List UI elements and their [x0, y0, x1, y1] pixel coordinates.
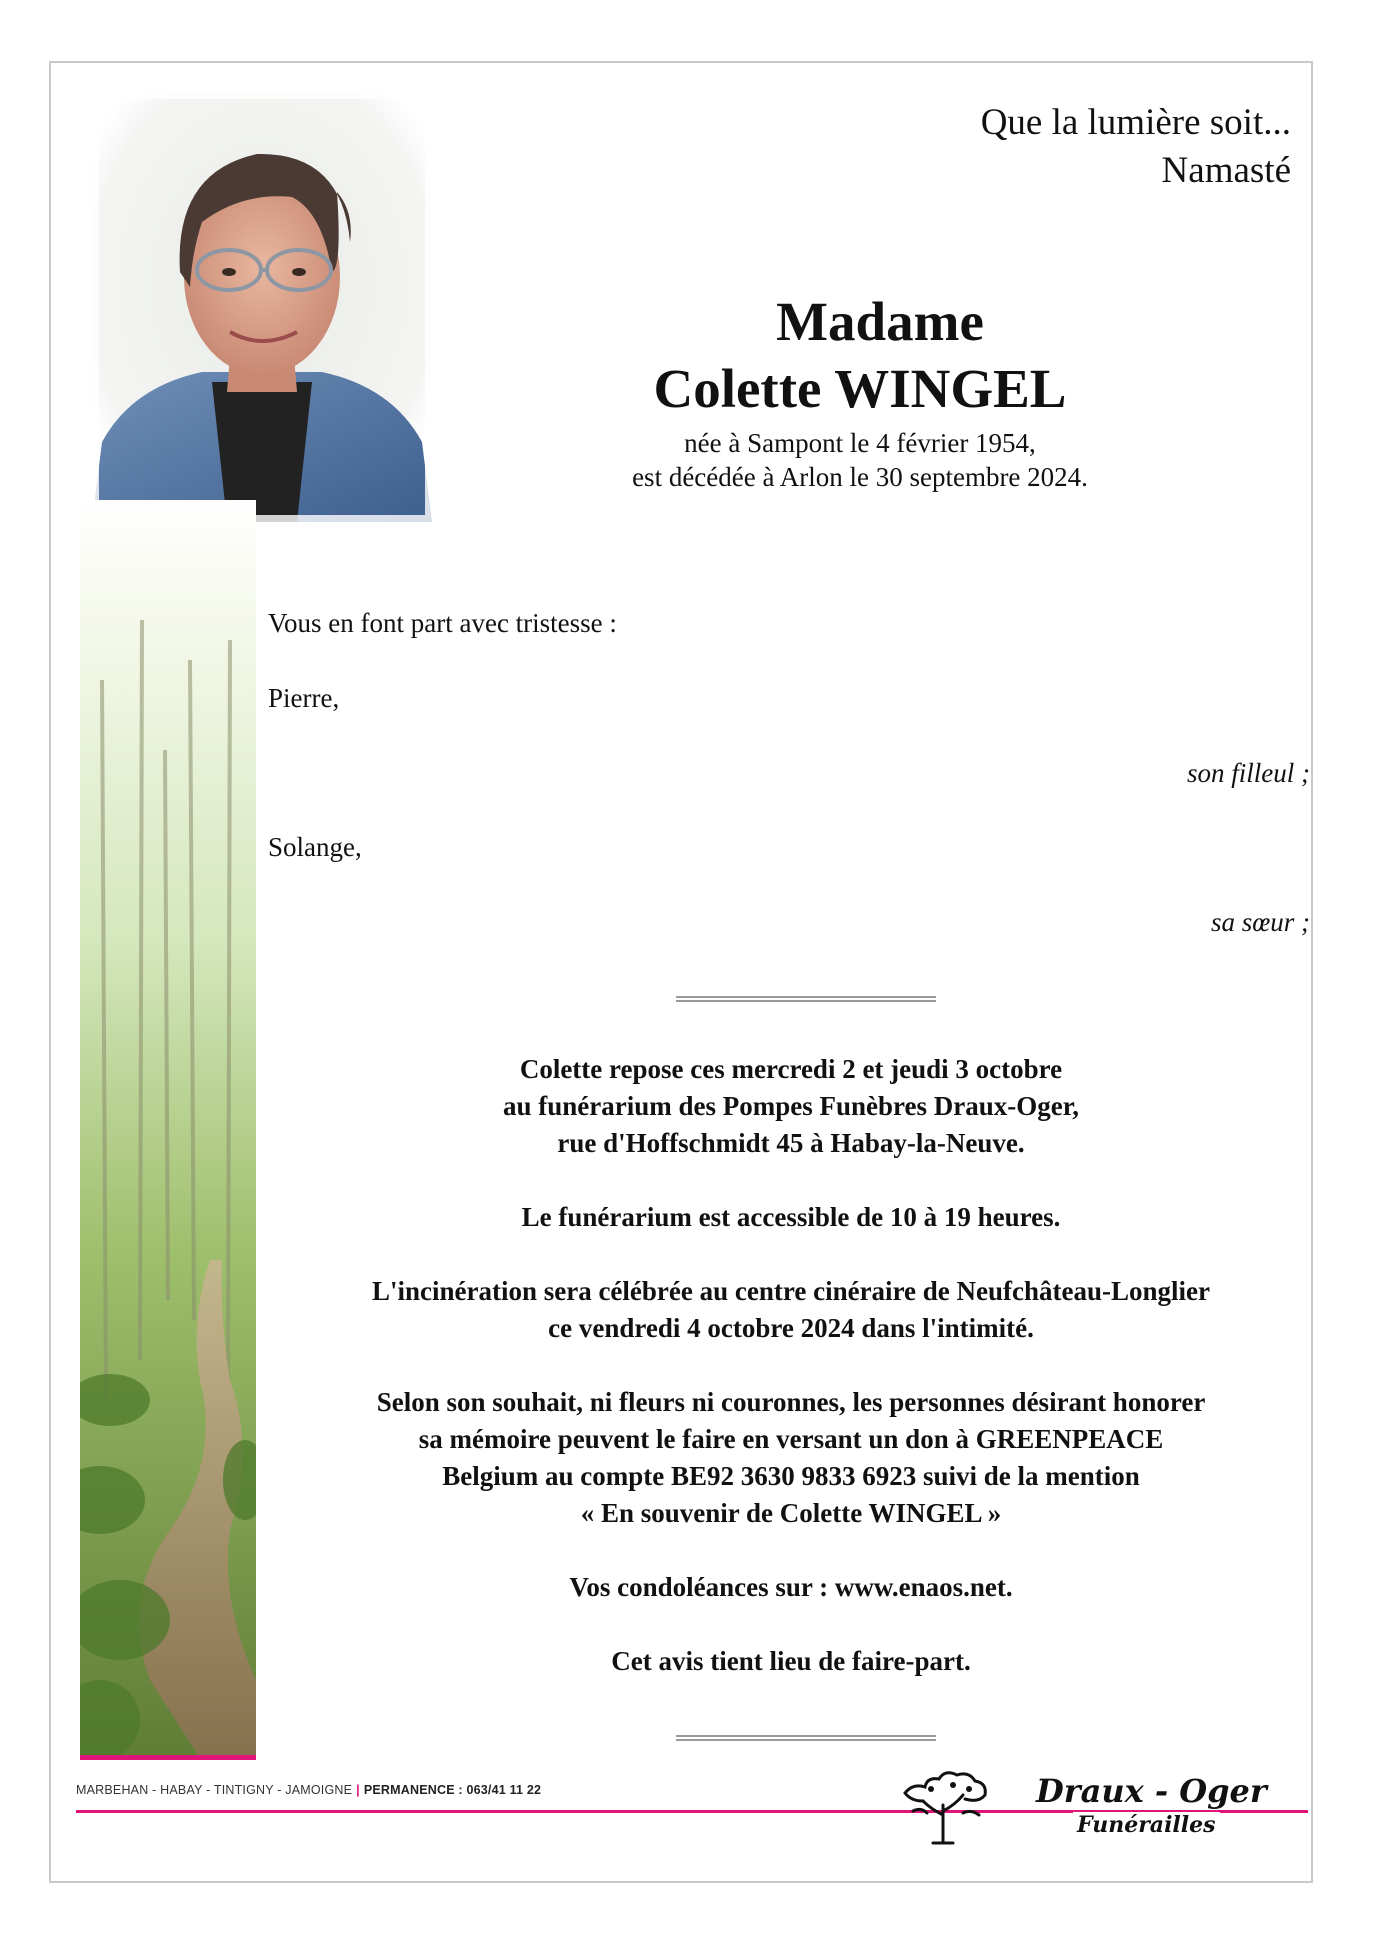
text-line: rue d'Hoffschmidt 45 à Habay-la-Neuve. [557, 1128, 1025, 1158]
epigraph-line-1: Que la lumière soit... [980, 102, 1291, 143]
text-line: Colette repose ces mercredi 2 et jeudi 3 octobre [519, 1054, 1063, 1084]
text-line: ce vendredi 4 octobre 2024 dans l'intimité. [548, 1313, 1034, 1343]
text-line: Cet avis tient lieu de faire-part. [611, 1646, 971, 1676]
portrait-photo [92, 92, 432, 522]
family-member-name: Pierre, [268, 683, 340, 713]
family-member-relation: sa sœur ; [1210, 907, 1310, 937]
tree-icon [893, 1765, 993, 1845]
text-line: Le funérarium est accessible de 10 à 19 heures. [521, 1202, 1061, 1232]
forest-path-image [80, 500, 256, 1758]
text-line: Vos condoléances sur : www.enaos.net. [569, 1572, 1013, 1602]
birth-line: née à Sampont le 4 février 1954, [684, 428, 1036, 458]
life-dates [560, 426, 1160, 494]
death-line: est décédée à Arlon le 30 septembre 2024. [632, 462, 1088, 492]
brand-subtitle: Funérailles [1073, 1812, 1220, 1838]
epigraph [981, 99, 1291, 195]
deceased-name: Colette WINGEL [653, 358, 1067, 419]
epigraph-line-2: Namasté [1161, 150, 1291, 191]
footer-permanence: PERMANENCE : 063/41 11 22 [363, 1783, 542, 1797]
separator-rule [676, 996, 936, 1002]
donation-paragraph [276, 1384, 1306, 1532]
text-line: « En souvenir de Colette WINGEL » [580, 1498, 1002, 1528]
forest-accent-bar [80, 1755, 256, 1760]
condolences-paragraph [276, 1569, 1306, 1606]
text-line: sa mémoire peuvent le faire en versant un don à GREENPEACE [418, 1424, 1164, 1454]
cremation-paragraph [276, 1273, 1306, 1347]
footer-contact [76, 1783, 541, 1797]
text-line: Belgium au compte BE92 3630 9833 6923 suivi de la mention [442, 1461, 1140, 1491]
text-line: au funérarium des Pompes Funèbres Draux-Oger, [503, 1091, 1079, 1121]
separator-rule [676, 1735, 936, 1741]
footer-locations: MARBEHAN - HABAY - TINTIGNY - JAMOIGNE [76, 1783, 353, 1797]
brand-name: Draux - Oger [1036, 1772, 1267, 1810]
hours-paragraph [276, 1199, 1306, 1236]
salutation: Madame [776, 291, 984, 352]
text-line: Selon son souhait, ni fleurs ni couronnes, les personnes désirant honorer [376, 1387, 1206, 1417]
family-member-name: Solange, [268, 832, 362, 862]
text-line: L'incinération sera célébrée au centre cinéraire de Neufchâteau-Longlier [371, 1276, 1211, 1306]
family-member-relation: son filleul ; [1187, 758, 1310, 788]
notice-paragraph [276, 1643, 1306, 1680]
details-block [276, 1051, 1306, 1680]
family-intro: Vous en font part avec tristesse : [268, 608, 617, 638]
footer-separator: | [356, 1783, 360, 1797]
visitation-paragraph [276, 1051, 1306, 1162]
